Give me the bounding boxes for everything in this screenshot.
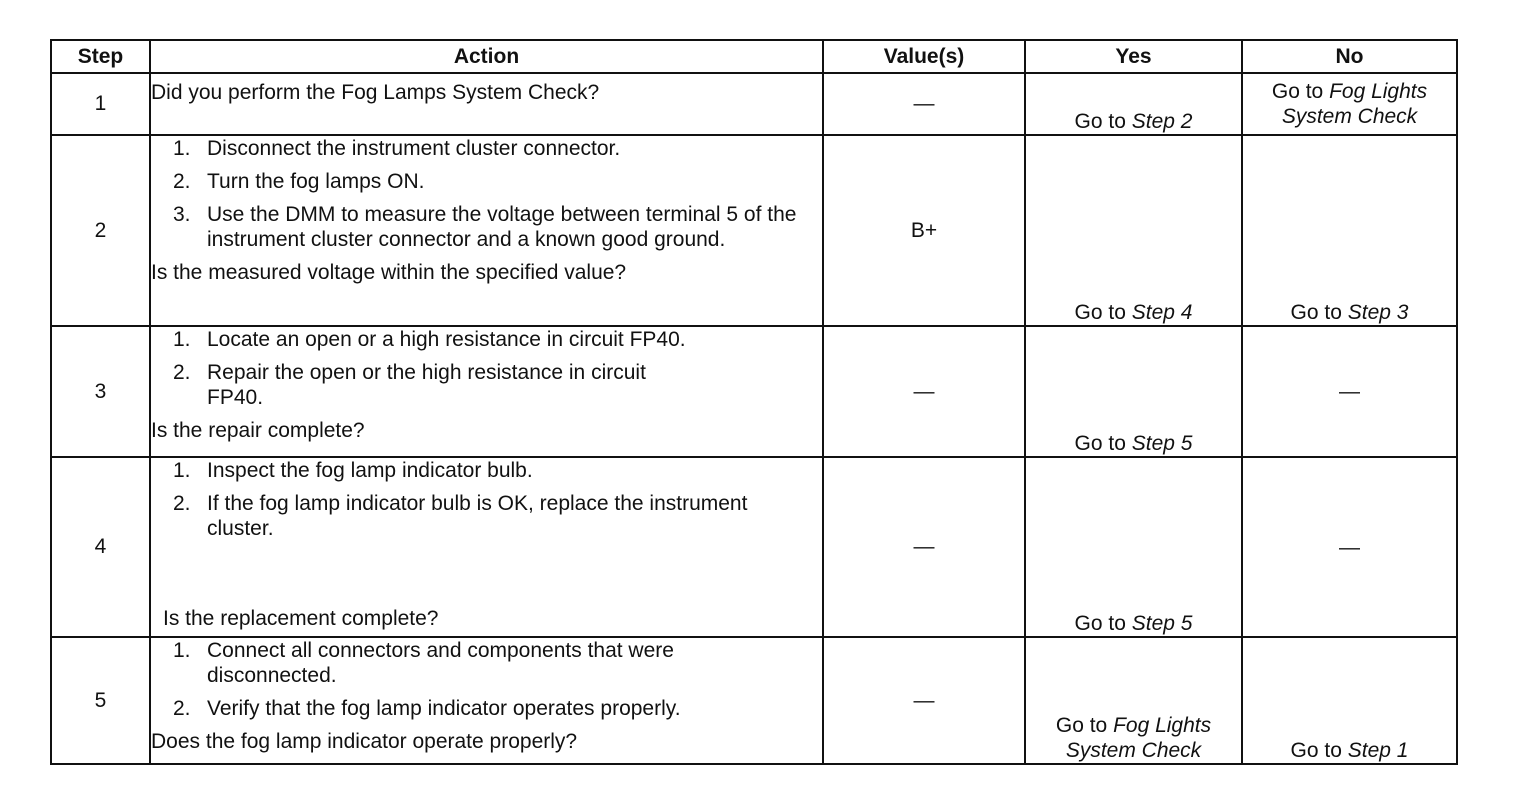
- header-values: Value(s): [823, 40, 1025, 73]
- no-cell: [1242, 135, 1457, 326]
- action-cell: [150, 326, 823, 457]
- yes-prefix: Go to: [1055, 714, 1114, 737]
- no-cell: [1242, 73, 1457, 135]
- action-question: Does the fog lamp indicator operate properly?: [151, 730, 578, 753]
- yes-cell: [1025, 326, 1242, 457]
- step-text: Use the DMM to measure the voltage between terminal 5 of the instrument cluster connector and a known good ground.: [207, 203, 797, 251]
- step-index: 2.: [173, 170, 191, 193]
- action-step: [151, 491, 822, 541]
- yes-prefix: Go to: [1074, 110, 1132, 133]
- step-index: 2.: [173, 697, 191, 720]
- table-row: [51, 326, 1457, 457]
- step-index: 1.: [173, 639, 191, 662]
- action-question: Is the repair complete?: [151, 419, 365, 442]
- no-link[interactable]: Step 3: [1347, 301, 1409, 324]
- header-action: Action: [150, 40, 823, 73]
- yes-prefix: Go to: [1074, 301, 1132, 324]
- action-question: Did you perform the Fog Lamps System Check?: [151, 81, 600, 104]
- action-question: Is the replacement complete?: [163, 607, 439, 630]
- table-row: [51, 637, 1457, 764]
- action-step: [151, 202, 822, 252]
- yes-cell: [1025, 457, 1242, 637]
- yes-cell: [1025, 135, 1242, 326]
- no-cell: [1242, 637, 1457, 764]
- step-number: 1: [51, 73, 150, 135]
- yes-link[interactable]: Step 4: [1131, 301, 1193, 324]
- yes-prefix: Go to: [1074, 432, 1132, 455]
- yes-cell: [1025, 637, 1242, 764]
- step-number: 3: [51, 326, 150, 457]
- action-steps: [151, 458, 822, 541]
- action-cell: [150, 637, 823, 764]
- header-step: Step: [51, 40, 150, 73]
- no-link[interactable]: Step 1: [1347, 739, 1409, 762]
- header-yes: Yes: [1025, 40, 1242, 73]
- header-no: No: [1242, 40, 1457, 73]
- yes-link[interactable]: Fog Lights System Check: [1065, 714, 1212, 762]
- no-prefix: Go to: [1290, 739, 1348, 762]
- step-index: 1.: [173, 137, 191, 160]
- action-step: [151, 169, 822, 194]
- action-step: [151, 327, 822, 352]
- action-step: [151, 136, 822, 161]
- step-text: Locate an open or a high resistance in circuit FP40.: [207, 328, 686, 351]
- value-cell: —: [823, 457, 1025, 637]
- no-prefix: Go to: [1290, 301, 1348, 324]
- no-cell: —: [1242, 326, 1457, 457]
- step-text: Disconnect the instrument cluster connector.: [207, 137, 621, 160]
- no-link[interactable]: Fog Lights System Check: [1281, 80, 1428, 128]
- yes-prefix: Go to: [1074, 612, 1132, 635]
- action-cell: [150, 135, 823, 326]
- action-steps: [151, 136, 822, 252]
- step-text: Turn the fog lamps ON.: [207, 170, 425, 193]
- action-step: [151, 696, 822, 721]
- yes-cell: [1025, 73, 1242, 135]
- table-row: [51, 457, 1457, 637]
- step-index: 1.: [173, 328, 191, 351]
- value-cell: —: [823, 73, 1025, 135]
- step-index: 2.: [173, 361, 191, 384]
- yes-link[interactable]: Step 5: [1131, 432, 1193, 455]
- action-cell: [150, 457, 823, 637]
- table-row: [51, 135, 1457, 326]
- step-text: If the fog lamp indicator bulb is OK, replace the instrument cluster.: [207, 492, 748, 540]
- step-number: 2: [51, 135, 150, 326]
- no-cell: —: [1242, 457, 1457, 637]
- action-step: [151, 638, 822, 688]
- action-question: Is the measured voltage within the specified value?: [151, 261, 627, 284]
- step-number: 5: [51, 637, 150, 764]
- step-text: Verify that the fog lamp indicator operates properly.: [207, 697, 681, 720]
- yes-link[interactable]: Step 2: [1131, 110, 1193, 133]
- action-step: [151, 458, 822, 483]
- no-prefix: Go to: [1271, 80, 1330, 103]
- step-text: Repair the open or the high resistance in circuit FP40.: [207, 361, 646, 409]
- action-steps: [151, 327, 822, 410]
- diagnostic-table: [50, 39, 1458, 765]
- action-step: [151, 360, 822, 410]
- header-row: [51, 40, 1457, 73]
- action-cell: [150, 73, 823, 135]
- value-cell: —: [823, 326, 1025, 457]
- action-steps: [151, 638, 822, 721]
- step-index: 3.: [173, 203, 191, 226]
- value-cell: —: [823, 637, 1025, 764]
- step-number: 4: [51, 457, 150, 637]
- yes-link[interactable]: Step 5: [1131, 612, 1193, 635]
- step-text: Inspect the fog lamp indicator bulb.: [207, 459, 533, 482]
- table-row: [51, 73, 1457, 135]
- step-index: 2.: [173, 492, 191, 515]
- step-index: 1.: [173, 459, 191, 482]
- value-cell: B+: [823, 135, 1025, 326]
- step-text: Connect all connectors and components that were disconnected.: [207, 639, 674, 687]
